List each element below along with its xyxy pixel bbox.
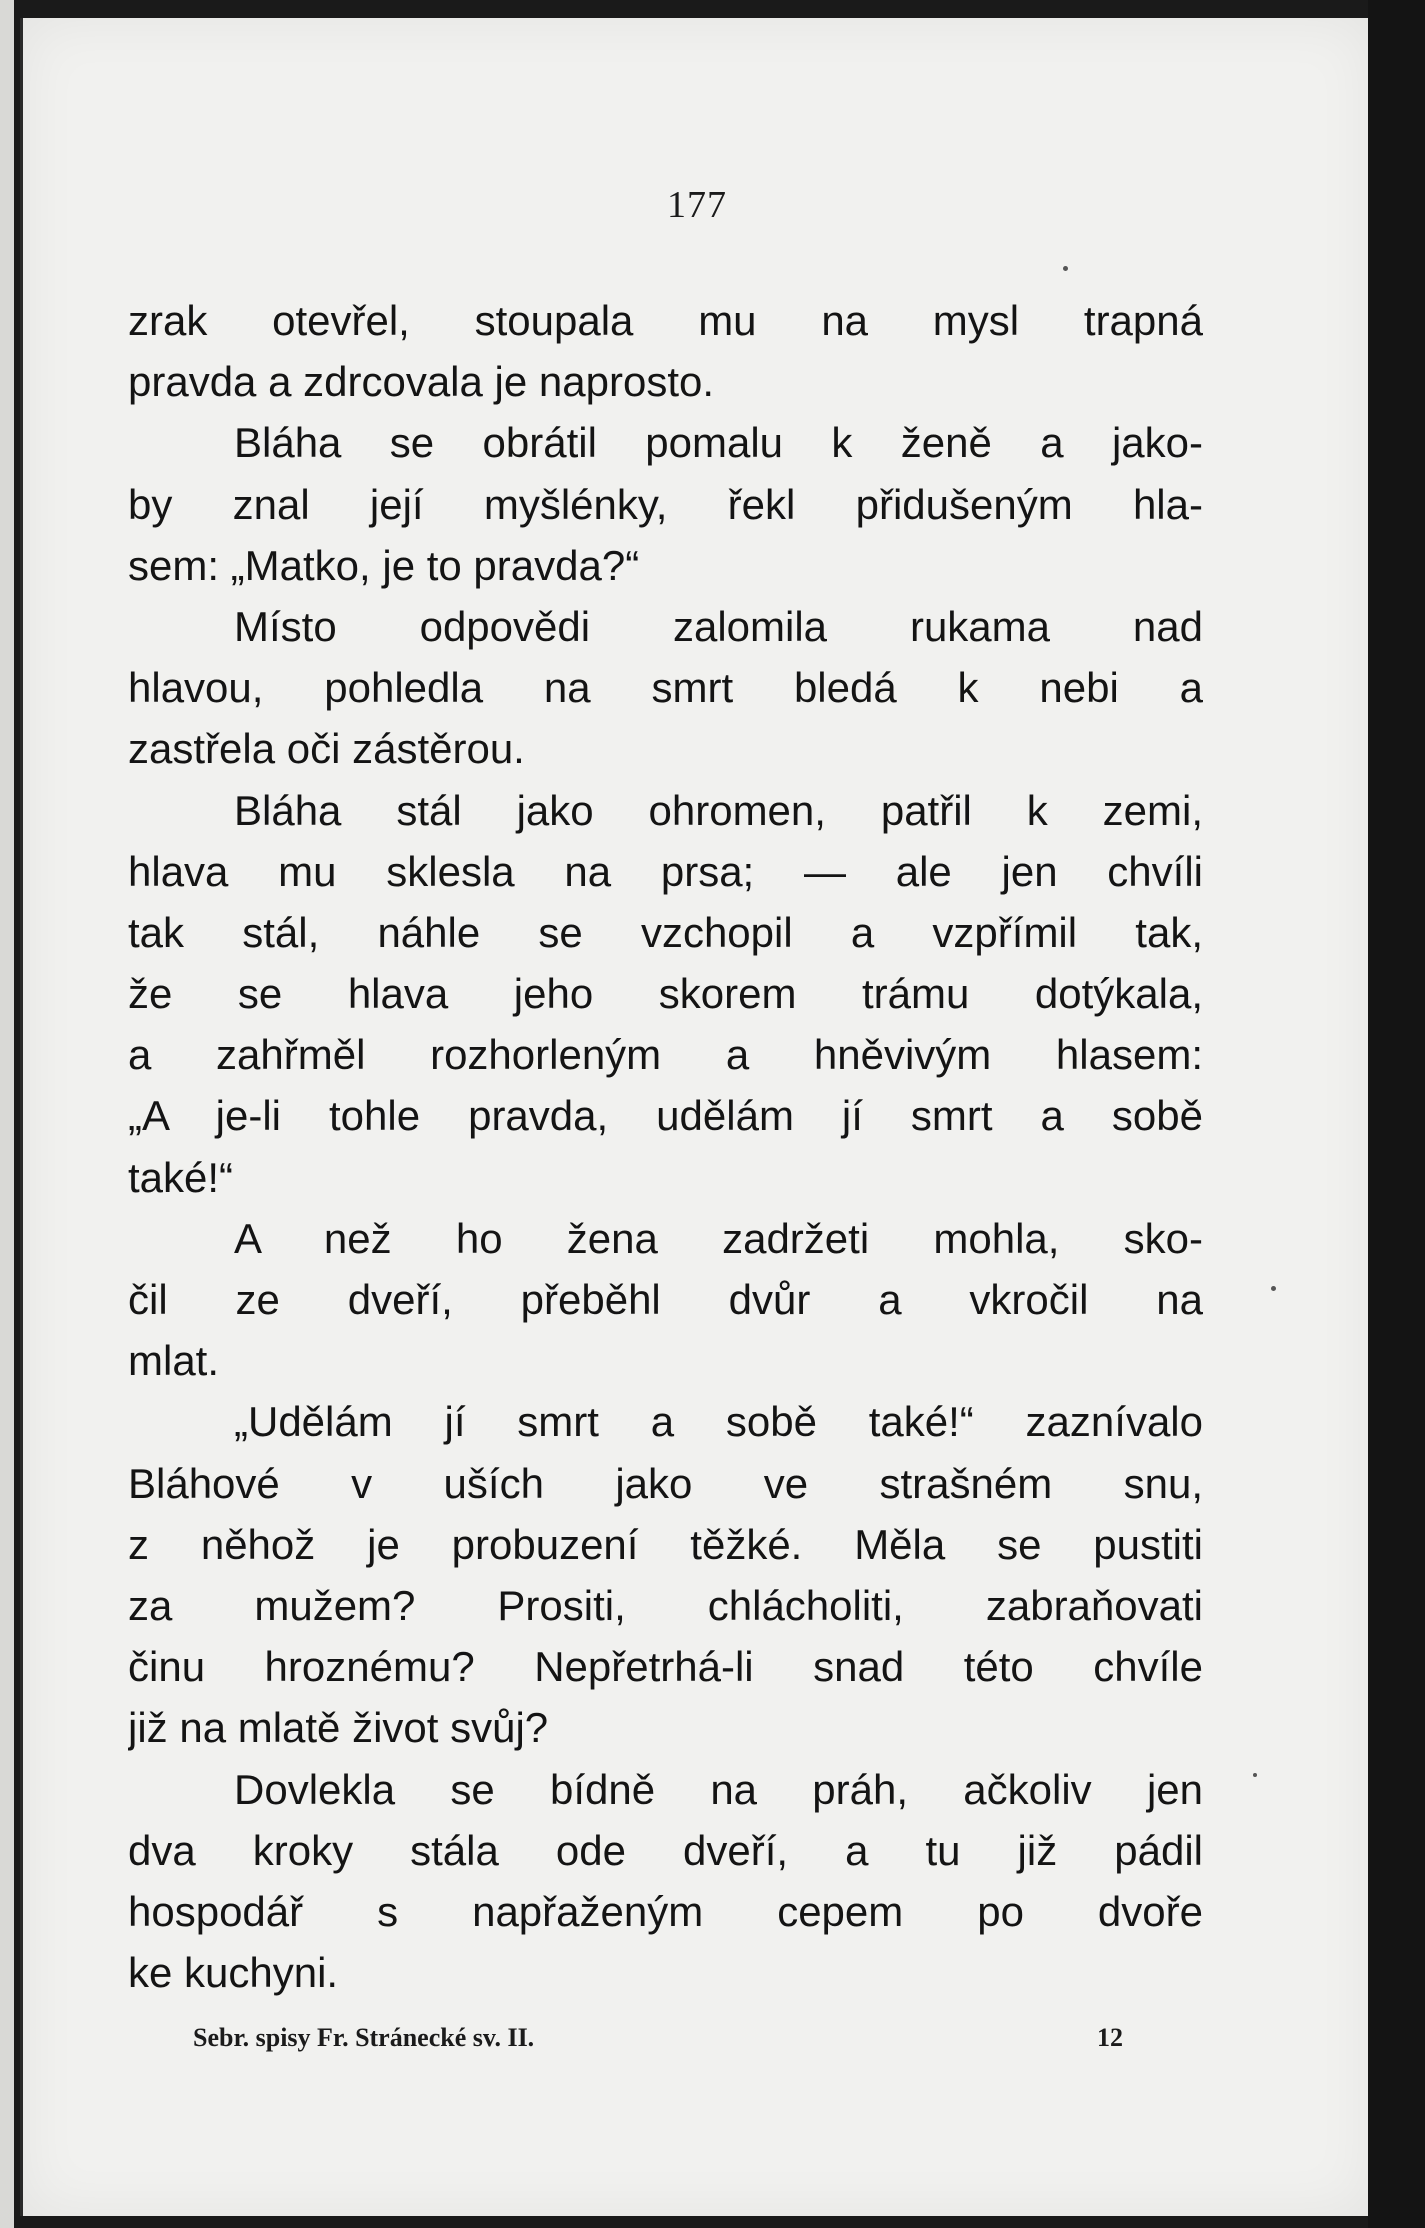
text-line: hospodář s napřaženým cepem po dvoře: [128, 1887, 1203, 1935]
text-line: již na mlatě život svůj?: [128, 1704, 549, 1752]
page-left-edge: [0, 0, 14, 2228]
text-line: činu hroznému? Nepřetrhá-li snad této chvíle: [128, 1643, 1203, 1691]
text-line: hlavou, pohledla na smrt bledá k nebi a: [128, 664, 1203, 712]
text-line: že se hlava jeho skorem trámu dotýkala,: [128, 970, 1203, 1018]
paper-speck: [1271, 1286, 1276, 1291]
text-line: sem: „Matko, je to pravda?“: [128, 541, 640, 589]
footer-series-title: Sebr. spisy Fr. Stránecké sv. II.: [193, 2023, 535, 2052]
text-line: Místo odpovědi zalomila rukama nad: [234, 602, 1203, 650]
text-line: „Udělám jí smrt a sobě také!“ zaznívalo: [234, 1398, 1203, 1446]
paper-speck: [1253, 1773, 1257, 1777]
text-line: hlava mu sklesla na prsa; — ale jen chvíli: [128, 847, 1203, 895]
book-page: [20, 18, 1371, 2216]
text-line: ke kuchyni.: [128, 1949, 339, 1997]
text-line: A než ho žena zadržeti mohla, sko-: [234, 1214, 1203, 1262]
text-line: a zahřměl rozhorleným a hněvivým hlasem:: [128, 1031, 1203, 1079]
body-text: [128, 290, 1203, 2003]
text-line: také!“: [128, 1153, 234, 1201]
text-line: za mužem? Prositi, chlácholiti, zabraňovati: [128, 1581, 1203, 1629]
text-line: by znal její myšlénky, řekl přidušeným hla-: [128, 480, 1203, 528]
text-line: zastřela oči zástěrou.: [128, 725, 525, 773]
paper-speck: [1063, 266, 1068, 271]
text-line: Bláhové v uších jako ve strašném snu,: [128, 1459, 1203, 1507]
text-line: dva kroky stála ode dveří, a tu již pádil: [128, 1826, 1203, 1874]
text-line: Bláha se obrátil pomalu k ženě a jako-: [234, 419, 1203, 467]
text-line: „A je-li tohle pravda, udělám jí smrt a sobě: [128, 1092, 1203, 1140]
text-line: Dovlekla se bídně na práh, ačkoliv jen: [234, 1765, 1203, 1813]
page-right-edge: [1368, 0, 1425, 2228]
text-line: pravda a zdrcovala je naprosto.: [128, 358, 715, 406]
text-line: mlat.: [128, 1337, 220, 1385]
text-line: Bláha stál jako ohromen, patřil k zemi,: [234, 786, 1203, 834]
text-line: tak stál, náhle se vzchopil a vzpřímil tak,: [128, 908, 1203, 956]
text-line: čil ze dveří, přeběhl dvůr a vkročil na: [128, 1276, 1203, 1323]
page-number: 177: [667, 184, 727, 226]
page-footer: [193, 2023, 1123, 2053]
text-line: zrak otevřel, stoupala mu na mysl trapná: [128, 297, 1203, 344]
footer-signature-mark: 12: [1097, 2023, 1123, 2052]
text-line: z něhož je probuzení těžké. Měla se pustiti: [128, 1520, 1203, 1568]
